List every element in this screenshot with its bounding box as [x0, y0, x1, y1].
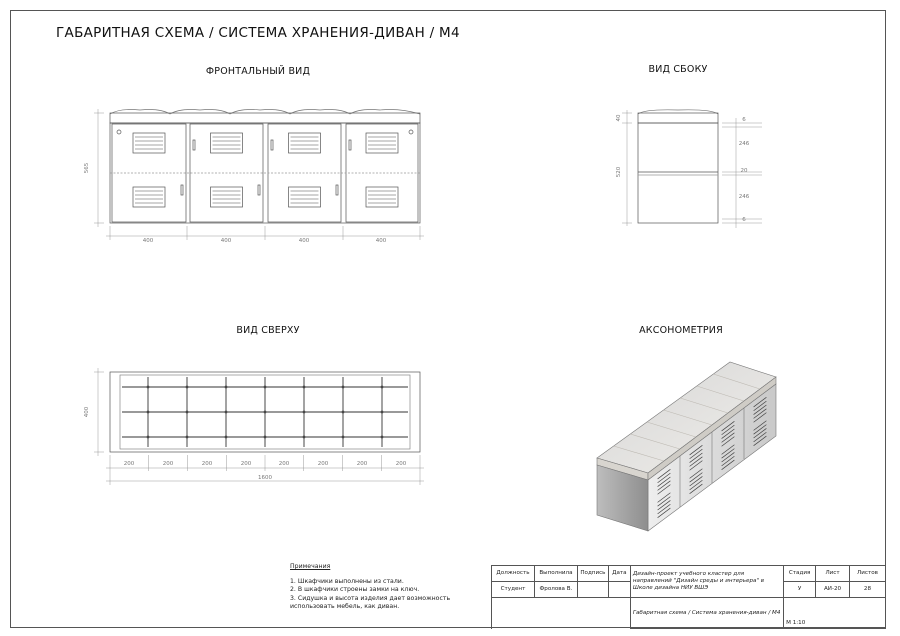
stamp-header-performed: Выполнила [534, 566, 577, 582]
handle-icon [271, 140, 273, 150]
tuft-button [303, 386, 305, 388]
louver-vent [133, 133, 165, 153]
front-width-dim-2: 400 [220, 238, 232, 244]
tuft-button [264, 386, 266, 388]
sheet-title: ГАБАРИТНАЯ СХЕМА / СИСТЕМА ХРАНЕНИЯ-ДИВАН / М4 [56, 25, 460, 41]
louver-vent [289, 187, 321, 207]
stamp-performer: Фролова В. [534, 582, 577, 598]
notes-heading: Примечания [290, 563, 331, 570]
tuft-button [186, 436, 188, 438]
stamp-sheet: АИ-20 [816, 582, 850, 598]
tuft-button [186, 411, 188, 413]
louver-vent [211, 187, 243, 207]
louver-vent [289, 133, 321, 153]
tuft-button [186, 386, 188, 388]
louver-vent [211, 133, 243, 153]
top-depth-dim: 400 [84, 406, 90, 418]
note-item-4: использовать мебель, как диван. [290, 603, 400, 611]
top-width-dim-1: 200 [123, 461, 135, 467]
stamp-header-sheets: Листов [849, 566, 885, 582]
top-dimensions [94, 368, 424, 485]
tuft-button [264, 436, 266, 438]
top-width-dim-7: 200 [356, 461, 368, 467]
side-right-dim-1: 6 [742, 117, 746, 123]
tuft-button [381, 436, 383, 438]
side-right-dim-2: 246 [738, 141, 750, 147]
stamp-header-sheet: Лист [816, 566, 850, 582]
front-view [110, 110, 420, 224]
side-view-title: ВИД СБОКУ [648, 64, 708, 75]
top-width-dim-3: 200 [201, 461, 213, 467]
front-width-dim-4: 400 [375, 238, 387, 244]
handle-icon [349, 140, 351, 150]
top-width-dim-6: 200 [317, 461, 329, 467]
lock-icon [117, 130, 121, 134]
top-view-title: ВИД СВЕРХУ [236, 325, 300, 336]
lock-icon [409, 130, 413, 134]
stamp-header-date: Дата [608, 566, 630, 582]
side-right-dim-3: 20 [740, 168, 748, 174]
tuft-button [147, 411, 149, 413]
tuft-button [147, 386, 149, 388]
iso-view-title: АКСОНОМЕТРИЯ [639, 325, 723, 336]
tuft-button [303, 411, 305, 413]
stamp-role: Студент [492, 582, 535, 598]
tuft-button [303, 436, 305, 438]
note-item-1: 1. Шкафчики выполнены из стали. [290, 577, 404, 585]
front-dimensions [94, 109, 424, 240]
tuft-button [225, 386, 227, 388]
handle-icon [258, 185, 260, 195]
top-view [110, 372, 420, 452]
stamp-date-cell [608, 582, 630, 598]
stamp-header-role: Должность [492, 566, 535, 582]
stamp-stage: У [784, 582, 816, 598]
tuft-button [225, 411, 227, 413]
front-width-dim-3: 400 [298, 238, 310, 244]
tuft-button [342, 386, 344, 388]
tuft-button [342, 436, 344, 438]
tuft-button [147, 436, 149, 438]
tuft-button [342, 411, 344, 413]
louver-vent [366, 133, 398, 153]
stamp-header-signature: Подпись [577, 566, 608, 582]
stamp-sheets: 28 [849, 582, 885, 598]
top-width-dim-4: 200 [240, 461, 252, 467]
stamp-header-stage: Стадия [784, 566, 816, 582]
side-height-dim: 520 [616, 166, 622, 178]
tuft-button [225, 436, 227, 438]
tuft-button [264, 411, 266, 413]
stamp-drawing-title: Габаритная схема / Система хранения-диван / М4 [630, 598, 783, 629]
top-width-dim-2: 200 [162, 461, 174, 467]
note-item-2: 2. В шкафчики строены замки на ключ. [290, 586, 420, 594]
handle-icon [181, 185, 183, 195]
side-right-dim-5: 6 [742, 217, 746, 223]
stamp-project: Дизайн-проект учебного кластер для направлений "Дизайн среды и интерьера" в Школе дизайна НИУ ВШЭ [630, 566, 783, 598]
title-block [491, 565, 886, 629]
top-width-dim-5: 200 [278, 461, 290, 467]
front-width-dim-1: 400 [142, 238, 154, 244]
handle-icon [336, 185, 338, 195]
stamp-signature-cell [577, 582, 608, 598]
tuft-button [381, 411, 383, 413]
note-item-3: 3. Сидушка и высота изделия дает возможность [290, 594, 451, 602]
top-total-dim: 1600 [258, 475, 272, 481]
stamp-empty-cell [492, 598, 631, 629]
tuft-button [381, 386, 383, 388]
top-width-dim-8: 200 [395, 461, 407, 467]
louver-vent [133, 187, 165, 207]
stamp-scale: М 1:10 [784, 598, 886, 629]
side-right-dim-4: 246 [738, 194, 750, 200]
front-height-dim: 565 [84, 162, 90, 174]
side-view [638, 110, 718, 223]
notes-block [290, 563, 450, 612]
louver-vent [366, 187, 398, 207]
handle-icon [193, 140, 195, 150]
side-top-dim: 40 [616, 114, 622, 122]
front-view-title: ФРОНТАЛЬНЫЙ ВИД [205, 66, 311, 77]
axonometric-view [597, 362, 776, 531]
